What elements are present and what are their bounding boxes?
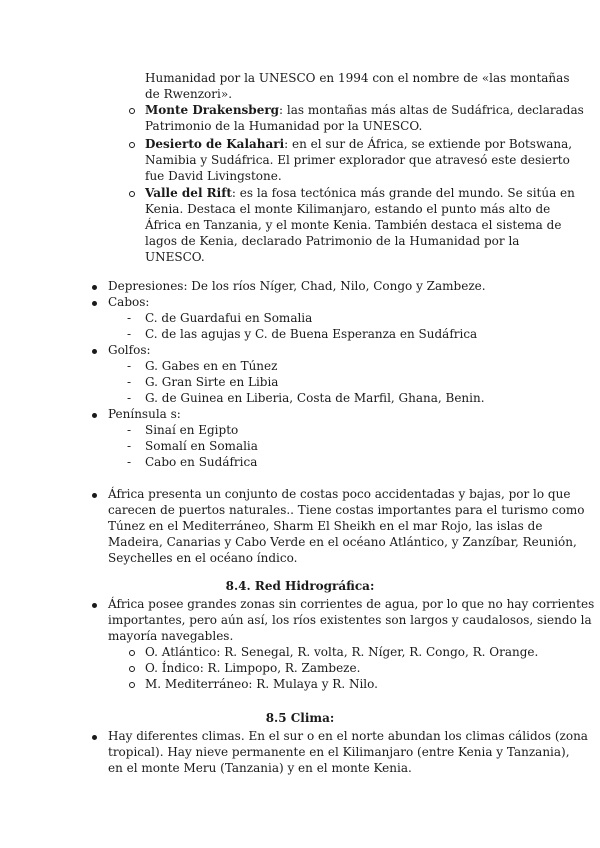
bullet-icon (92, 413, 97, 418)
bullet-icon (92, 493, 97, 498)
circle-bullet-icon (129, 666, 135, 672)
peninsulas-title: Península s: (108, 407, 181, 421)
golfos-title: Golfos: (108, 343, 151, 357)
list-item: C. de Guardafui en Somalia (145, 311, 313, 325)
section-heading-red-hidrografica: 8.4. Red Hidrográfica: (225, 579, 375, 593)
list-item-drakensberg: Monte Drakensberg: las montañas más altas de Sudáfrica, declaradas (145, 103, 584, 117)
list-item-rift: Valle del Rift: es la fosa tectónica más grande del mundo. Se sitúa en (145, 186, 575, 200)
list-item: Somalí en Somalia (145, 439, 258, 453)
text-line: África en Tanzania, y el monte Kenia. También destaca el sistema de (145, 218, 562, 232)
dash-bullet-icon: - (127, 455, 132, 469)
text-line: de Rwenzori». (145, 87, 233, 101)
dash-bullet-icon: - (127, 391, 132, 405)
circle-bullet-icon (129, 142, 135, 148)
circle-bullet-icon (129, 191, 135, 197)
text-line: Patrimonio de la Humanidad por la UNESCO. (145, 119, 423, 133)
list-item: Cabo en Sudáfrica (145, 455, 258, 469)
list-item-kalahari: Desierto de Kalahari: en el sur de África, se extiende por Botswana, (145, 137, 573, 151)
cabos-title: Cabos: (108, 295, 150, 309)
list-item: G. de Guinea en Liberia, Costa de Marfil, Ghana, Benin. (145, 391, 485, 405)
bullet-icon (92, 603, 97, 608)
clima-line: en el monte Meru (Tanzania) y en el monte Kenia. (108, 761, 412, 775)
dash-bullet-icon: - (127, 311, 132, 325)
bullet-icon (92, 349, 97, 354)
red-line: importantes, pero aún así, los ríos existentes son largos y caudalosos, siendo la (108, 613, 592, 627)
list-item: C. de las agujas y C. de Buena Esperanza en Sudáfrica (145, 327, 478, 341)
red-line: mayoría navegables. (108, 629, 234, 643)
costas-line: Seychelles en el océano índico. (108, 551, 298, 565)
clima-line: tropical). Hay nieve permanente en el Kilimanjaro (entre Kenia y Tanzania), (108, 745, 570, 759)
list-item: G. Gabes en en Túnez (145, 359, 278, 373)
circle-bullet-icon (129, 650, 135, 656)
bullet-icon (92, 735, 97, 740)
dash-bullet-icon: - (127, 439, 132, 453)
costas-line: Túnez en el Mediterráneo, Sharm El Sheikh en el mar Rojo, las islas de (108, 519, 543, 533)
red-line: África posee grandes zonas sin corrientes de agua, por lo que no hay corrientes (108, 597, 595, 611)
text-line: Namibia y Sudáfrica. El primer explorador que atravesó este desierto (145, 153, 570, 167)
dash-bullet-icon: - (127, 327, 132, 341)
dash-bullet-icon: - (127, 423, 132, 437)
dash-bullet-icon: - (127, 359, 132, 373)
bullet-icon (92, 301, 97, 306)
circle-bullet-icon (129, 108, 135, 114)
text-line: fue David Livingstone. (145, 169, 282, 183)
costas-line: Madeira, Canarias y Cabo Verde en el océano Atlántico, y Zanzíbar, Reunión, (108, 535, 577, 549)
circle-bullet-icon (129, 682, 135, 688)
depresiones-item: Depresiones: De los ríos Níger, Chad, Nilo, Congo y Zambeze. (108, 279, 486, 293)
costas-line: África presenta un conjunto de costas poco accidentadas y bajas, por lo que (108, 487, 571, 501)
text-line: Kenia. Destaca el monte Kilimanjaro, estando el punto más alto de (145, 202, 551, 216)
costas-line: carecen de puertos naturales.. Tiene costas importantes para el turismo como (108, 503, 585, 517)
clima-line: Hay diferentes climas. En el sur o en el norte abundan los climas cálidos (zona (108, 729, 588, 743)
bullet-icon (92, 285, 97, 290)
list-item: G. Gran Sirte en Libia (145, 375, 279, 389)
text-line: Humanidad por la UNESCO en 1994 con el nombre de «las montañas (145, 71, 570, 85)
dash-bullet-icon: - (127, 375, 132, 389)
list-item: O. Índico: R. Limpopo, R. Zambeze. (145, 661, 361, 675)
text-line: lagos de Kenia, declarado Patrimonio de la Humanidad por la (145, 234, 520, 248)
list-item: O. Atlántico: R. Senegal, R. volta, R. Níger, R. Congo, R. Orange. (145, 645, 539, 659)
list-item: Sinaí en Egipto (145, 423, 239, 437)
text-line: UNESCO. (145, 250, 205, 264)
section-heading-clima: 8.5 Clima: (265, 711, 335, 725)
list-item: M. Mediterráneo: R. Mulaya y R. Nilo. (145, 677, 378, 691)
